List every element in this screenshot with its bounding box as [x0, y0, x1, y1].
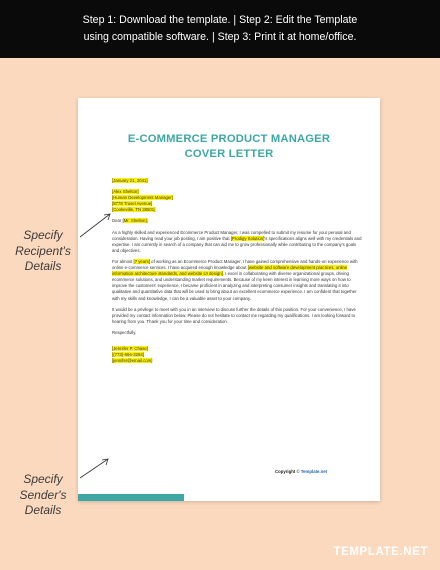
copyright-brand: Template.net — [300, 469, 328, 474]
recipient-street: [8778 Trusel Avenue] — [112, 201, 153, 207]
title-line-2: COVER LETTER — [184, 148, 274, 160]
recipient-name: [Alex Shelton] — [112, 189, 139, 195]
recipient-city: [Cookeville, TN 38501] — [112, 207, 156, 213]
skills-list: [website and software development practices, online information architecture standards, and website UI design] — [112, 265, 348, 277]
instructions-line-1: Step 1: Download the template. | Step 2: Edit the Template — [82, 14, 358, 26]
company-name: [Prodigy Solution] — [230, 235, 265, 241]
accent-strip — [78, 494, 184, 501]
sender-phone: [(773)-694-3294] — [112, 352, 145, 358]
letter-body — [112, 178, 362, 364]
instructions-line-2: using compatible software. | Step 3: Print it at home/office. — [83, 31, 357, 43]
recipient-title: [Human Development Manager] — [112, 195, 173, 201]
sender-email: [jennifer@email.com] — [112, 358, 153, 364]
paragraph-3: It would be a privilege to meet with you in an interview to discuss further the details of this position. For your convenience, I have provided my contact information below. Please do not hesitate to contact me regarding my qualifications. I am looking forward to hearing from you. Thank you for your time and consideration. — [112, 306, 356, 324]
paragraph-2: For almost [7 years] of working as an Ecommerce Product Manager, I have gained comprehensive and hands-on experience with online e-commerce services. I have acquired enough knowledge about [website and software development practices, online information architecture standards, and website UI design]. I excel in collaborating with diverse organizational groups, driving ecommerce solutions, and understanding market requirements. Because of my keen interest in learning more ways on how to improve the customers' experience, I became proficient in analyzing and interpreting consumer insights and translating it into qualitative and quantitative data that will be used to bring about an excellent ecommerce experience. I am confident that together with my skills and knowledge, I can be a valuable asset to your company. — [112, 258, 358, 301]
copyright-notice: Copyright © Template.net — [275, 469, 328, 474]
title-line-1: E-COMMERCE PRODUCT MANAGER — [127, 133, 331, 145]
sender-name: [Jennifer P. Chase] — [112, 345, 148, 351]
years-experience: [7 years] — [133, 258, 150, 264]
paragraph-1: As a highly skilled and experienced Ecommerce Product Manager, I was compelled to submit my resume for your perusal and consideration. Having read your job posting, I am positive that [Prodigy Solution]'s specifications aligns well with my credentials and expertise. I am currently in search of a company that can aid me to grow professionally while contributing to the company's goals and objectives. — [112, 229, 362, 253]
template-net-watermark: TEMPLATE.NET — [333, 546, 428, 558]
document-title — [78, 132, 380, 162]
instructions-banner — [0, 0, 440, 58]
sender-callout-label: Specify Sender's Details — [19, 472, 67, 517]
salutation-name: [Mr. Shelton], — [122, 218, 148, 224]
cover-letter-page — [78, 98, 380, 501]
recipient-callout-label: Specify Recipent's Details — [15, 228, 71, 273]
closing: Respectfully, — [112, 329, 137, 335]
letter-date: [January 21, 2041] — [112, 178, 148, 183]
salutation: Dear [Mr. Shelton], — [112, 218, 148, 224]
